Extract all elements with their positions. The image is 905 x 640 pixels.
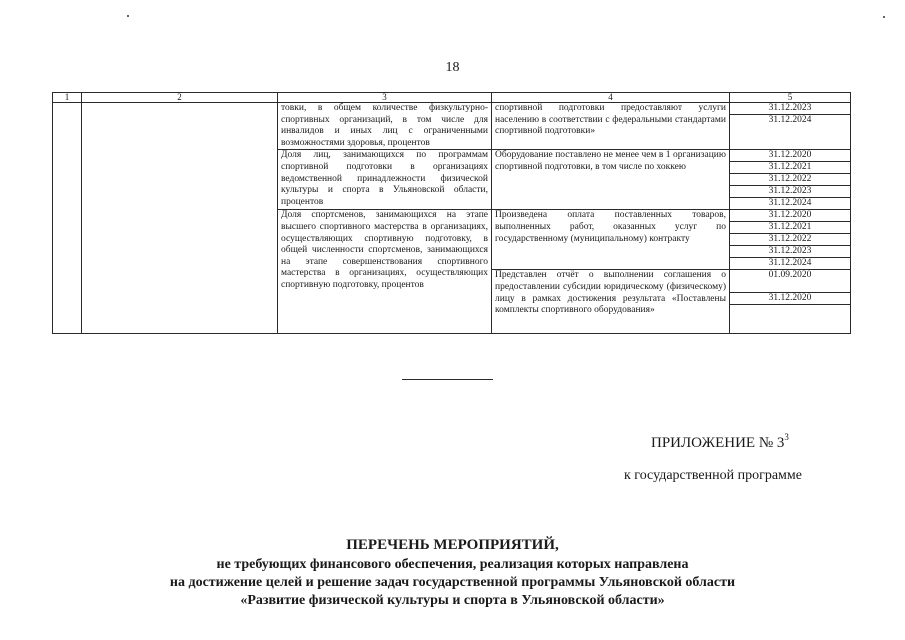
cell-number [53,103,82,334]
date-cell: 31.12.2024 [730,115,851,150]
list-heading-line: «Развитие физической культуры и спорта в Ульяновской области» [240,593,665,608]
date-cell: 31.12.2020 [730,293,851,305]
appendix-title-text: ПРИЛОЖЕНИЕ № 3 [651,435,785,451]
column-header: 4 [492,93,730,103]
date-cell: 31.12.2023 [730,246,851,258]
date-cell: 31.12.2021 [730,162,851,174]
date-cell: 31.12.2022 [730,174,851,186]
date-cell: 31.12.2024 [730,198,851,210]
result-cell: спортивной подготовки предоставляют услуги населению в соответствии с федеральными стандартами спортивной подготовки» [492,103,730,150]
indicator-cell: товки, в общем количестве физкультурно-спортивных организаций, в том числе для инвалидов и иных лиц с ограниченными возможностями здоровья, процентов [278,103,492,150]
date-cell: 31.12.2021 [730,222,851,234]
indicator-cell: Доля спортсменов, занимающихся на этапе высшего спортивного мастерства в организациях, осуществляющих спортивную подготовку, в общей численности спортсменов, занимающихся на этапе совершенствования спортивного мастерства в организациях, осуществляющих спортивную подготовку, процентов [278,210,492,334]
scan-speck [883,16,885,18]
column-header: 2 [82,93,278,103]
result-cell: Представлен отчёт о выполнении соглашения о предоставлении субсидии юридическому (физическому) лицу в рамках достижения результата «Поставлены комплекты спортивного оборудования» [492,270,730,334]
date-cell: 31.12.2023 [730,186,851,198]
result-cell: Оборудование поставлено не менее чем в 1 организацию спортивной подготовки, в том числе по хоккею [492,150,730,210]
date-cell: 01.09.2020 [730,270,851,293]
table-row [53,103,851,115]
indicator-cell: Доля лиц, занимающихся по программам спортивной подготовки в организациях ведомственной принадлежности физической культуры и спорта в Ульяновской области, процентов [278,150,492,210]
date-cell: 31.12.2022 [730,234,851,246]
appendix-title [651,432,789,452]
section-divider [402,379,493,380]
column-header: 5 [730,93,851,103]
appendix-superscript: 3 [784,432,789,442]
date-cell: 31.12.2024 [730,258,851,270]
list-heading-line: на достижение целей и решение задач государственной программы Ульяновской области [169,575,736,590]
empty-cell [730,305,851,334]
result-cell: Произведена оплата поставленных товаров, выполненных работ, оказанных услуг по государственному (муниципальному) контракту [492,210,730,270]
date-cell: 31.12.2020 [730,150,851,162]
column-header: 3 [278,93,492,103]
appendix-subtitle: к государственной программе [624,468,802,483]
column-header: 1 [53,93,82,103]
table-header-row [53,93,851,103]
cell-activity [82,103,278,334]
date-cell: 31.12.2023 [730,103,851,115]
list-heading-line: не требующих финансового обеспечения, реализация которых направлена [216,557,689,572]
scan-speck [127,15,129,17]
page-number: 18 [445,60,460,75]
date-cell: 31.12.2020 [730,210,851,222]
activities-table [52,92,851,334]
list-heading: ПЕРЕЧЕНЬ МЕРОПРИЯТИЙ, [346,537,559,553]
